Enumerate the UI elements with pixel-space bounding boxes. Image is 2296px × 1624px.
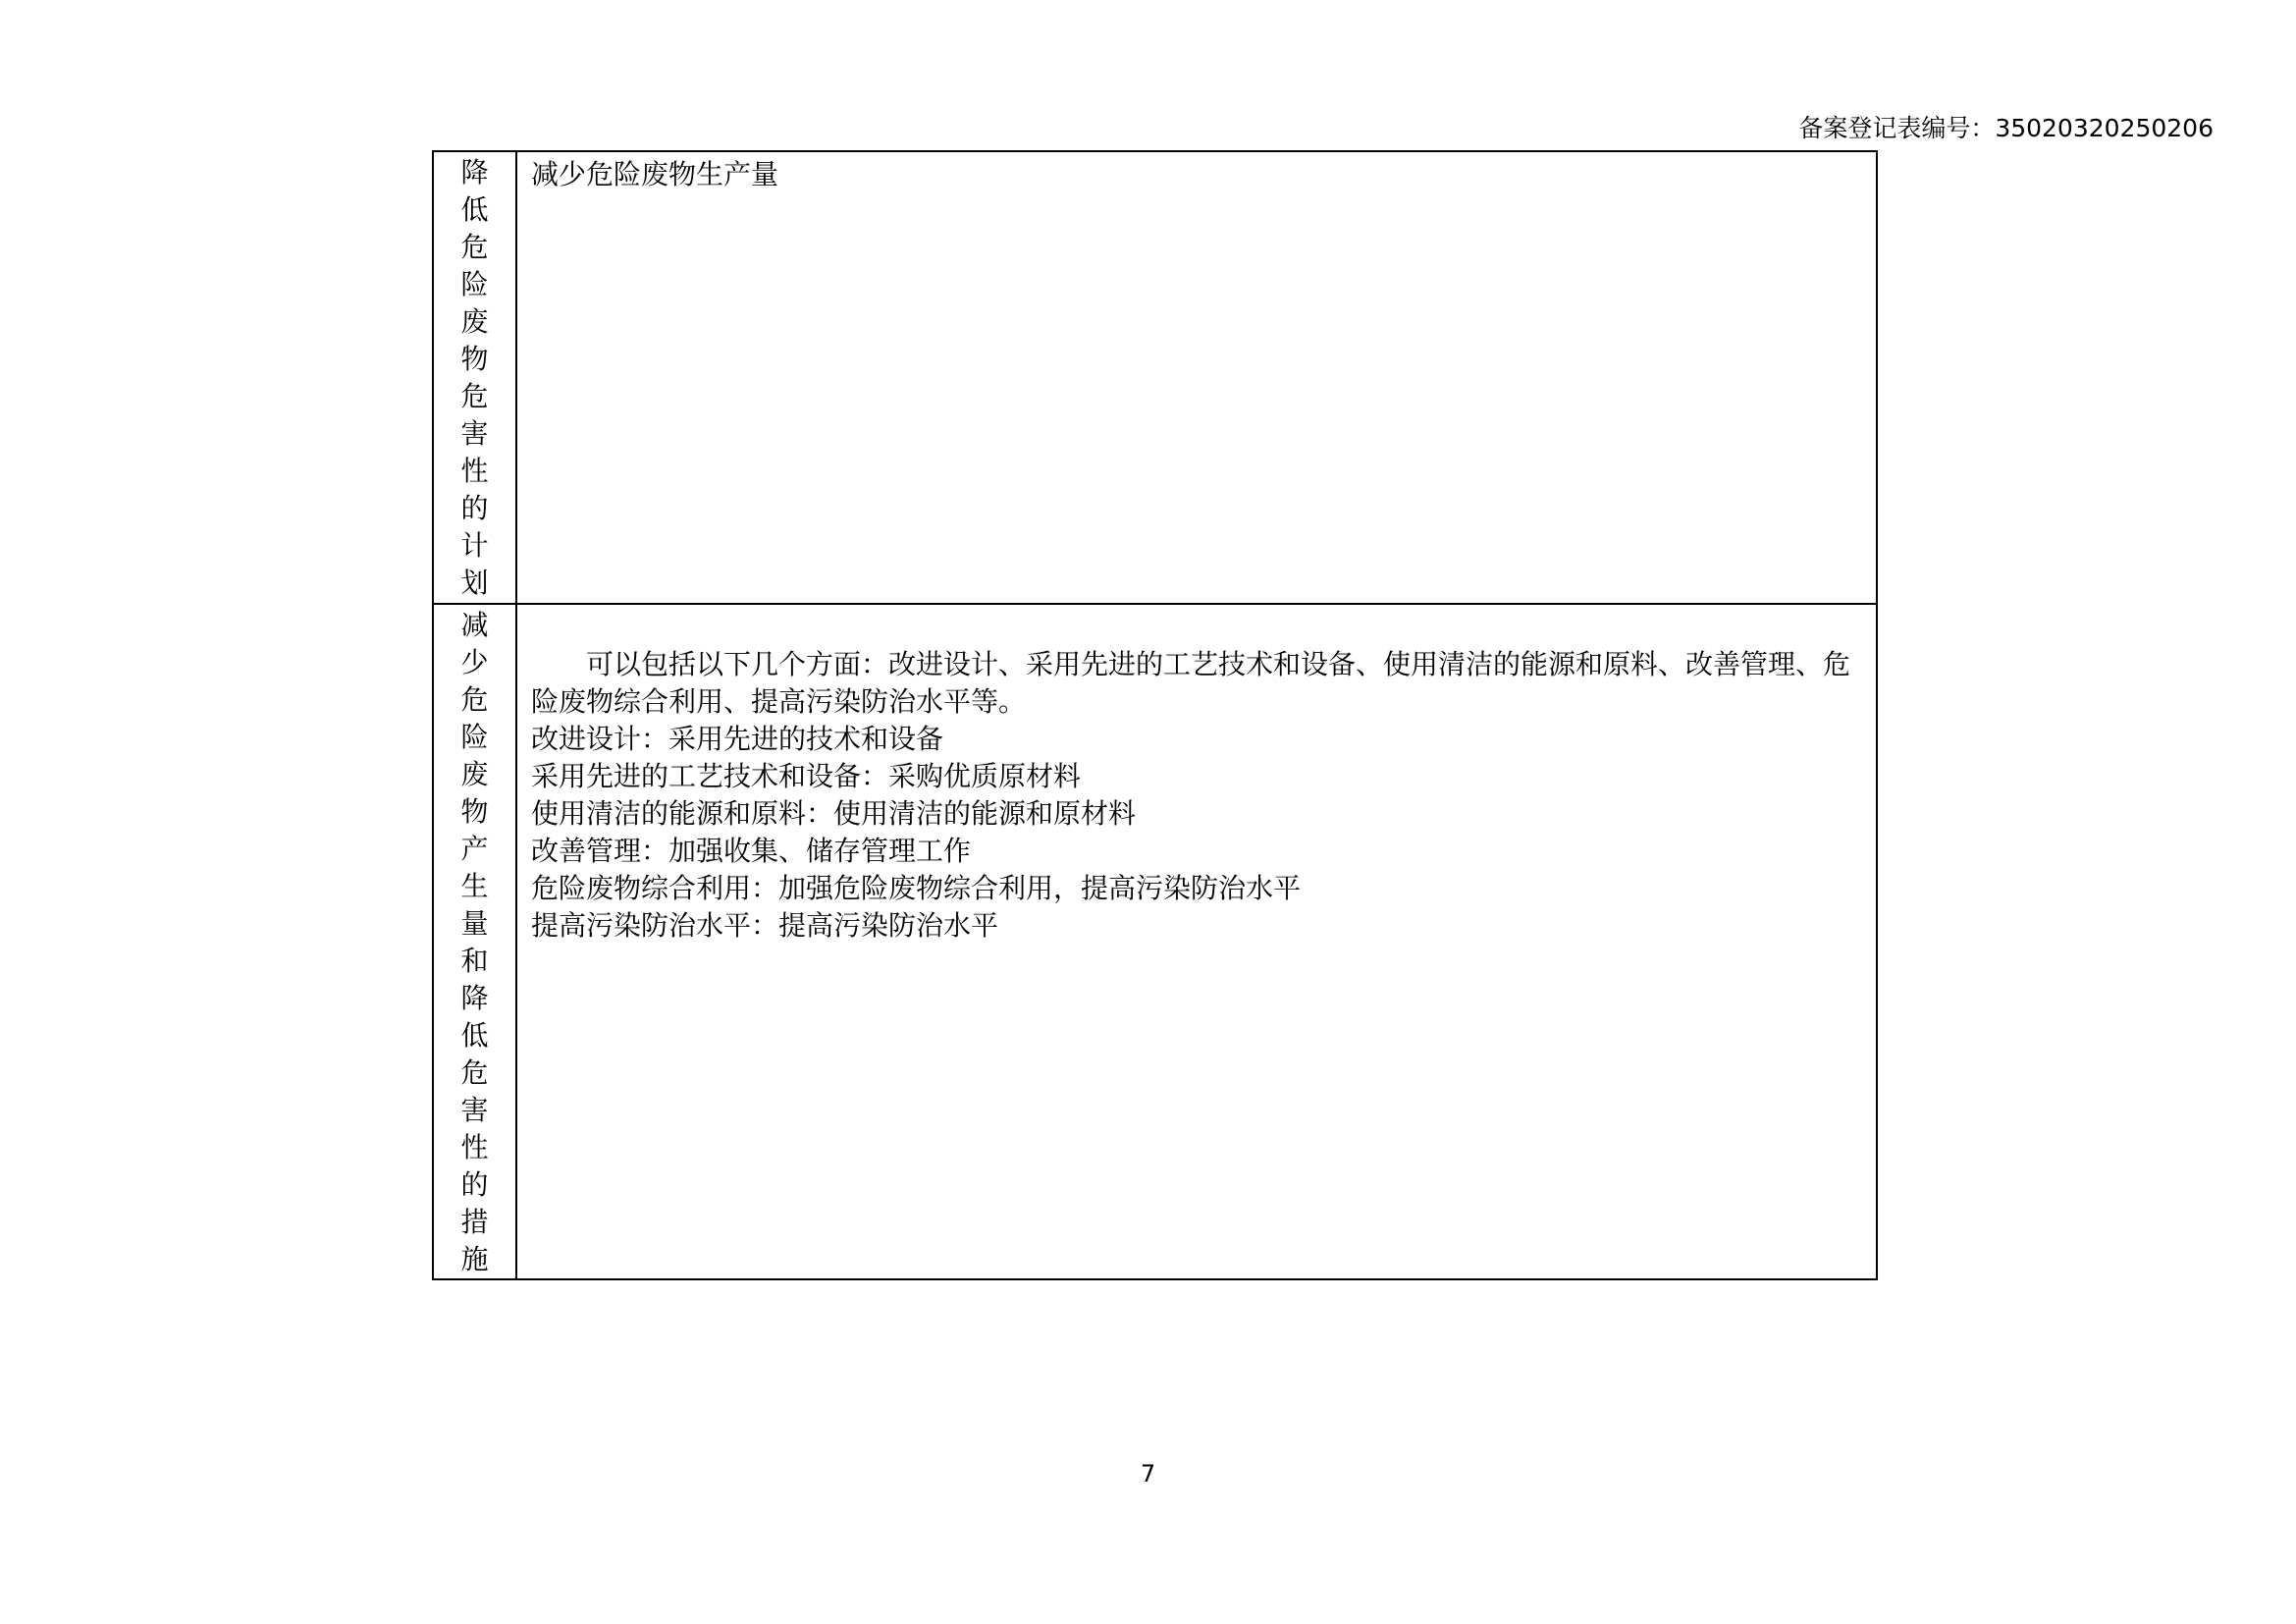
label-char: 减 <box>460 609 489 641</box>
label-char: 废 <box>460 758 489 790</box>
label-char: 危 <box>460 231 489 263</box>
label-char: 产 <box>460 833 489 865</box>
label-char: 性 <box>460 1131 489 1164</box>
label-char: 险 <box>460 721 489 753</box>
label-char: 险 <box>460 268 489 300</box>
label-char: 计 <box>460 529 489 562</box>
measures-table <box>432 150 1878 1280</box>
content-line: 使用清洁的能源和原料：使用清洁的能源和原材料 <box>531 797 1137 830</box>
blank-line <box>531 609 1862 646</box>
row-label-measures <box>433 604 516 1279</box>
label-char: 降 <box>460 982 489 1014</box>
intro-paragraph: 可以包括以下几个方面：改进设计、采用先进的工艺技术和设备、使用清洁的能源和原料、改善管理、危险废物综合利用、提高污染防治水平等。 <box>531 648 1851 718</box>
label-char: 和 <box>460 945 489 977</box>
content-line: 改进设计：采用先进的技术和设备 <box>531 723 944 755</box>
row-label-plan <box>433 151 516 604</box>
label-char: 施 <box>460 1243 489 1275</box>
label-char: 危 <box>460 1056 489 1089</box>
row-content-measures <box>516 604 1877 1279</box>
label-char: 废 <box>460 305 489 338</box>
label-char: 低 <box>460 193 489 226</box>
label-char: 低 <box>460 1019 489 1052</box>
row-content-plan <box>516 151 1877 604</box>
content-line: 改善管理：加强收集、储存管理工作 <box>531 835 972 867</box>
label-char: 危 <box>460 683 489 716</box>
table-row-measures <box>433 604 1877 1279</box>
content-line: 采用先进的工艺技术和设备：采购优质原材料 <box>531 760 1082 792</box>
label-char: 划 <box>460 567 489 599</box>
label-char: 危 <box>460 380 489 412</box>
label-char: 措 <box>460 1206 489 1238</box>
label-char: 的 <box>460 1168 489 1201</box>
page-number: 7 <box>1140 1460 1156 1488</box>
label-char: 物 <box>460 795 489 828</box>
label-char: 害 <box>460 417 489 450</box>
label-char: 性 <box>460 455 489 487</box>
table-row-plan <box>433 151 1877 604</box>
vertical-label <box>434 605 515 1278</box>
registration-number: 备案登记表编号：35020320250206 <box>1798 114 2214 142</box>
label-char: 量 <box>460 907 489 940</box>
label-char: 生 <box>460 870 489 902</box>
label-char: 的 <box>460 492 489 524</box>
vertical-label <box>434 152 515 602</box>
content-line: 提高污染防治水平：提高污染防治水平 <box>531 909 999 942</box>
label-char: 少 <box>460 646 489 678</box>
content-line: 减少危险废物生产量 <box>531 158 779 190</box>
label-char: 害 <box>460 1094 489 1126</box>
label-char: 降 <box>460 156 489 189</box>
label-char: 物 <box>460 343 489 375</box>
content-line: 危险废物综合利用：加强危险废物综合利用，提高污染防治水平 <box>531 872 1302 904</box>
